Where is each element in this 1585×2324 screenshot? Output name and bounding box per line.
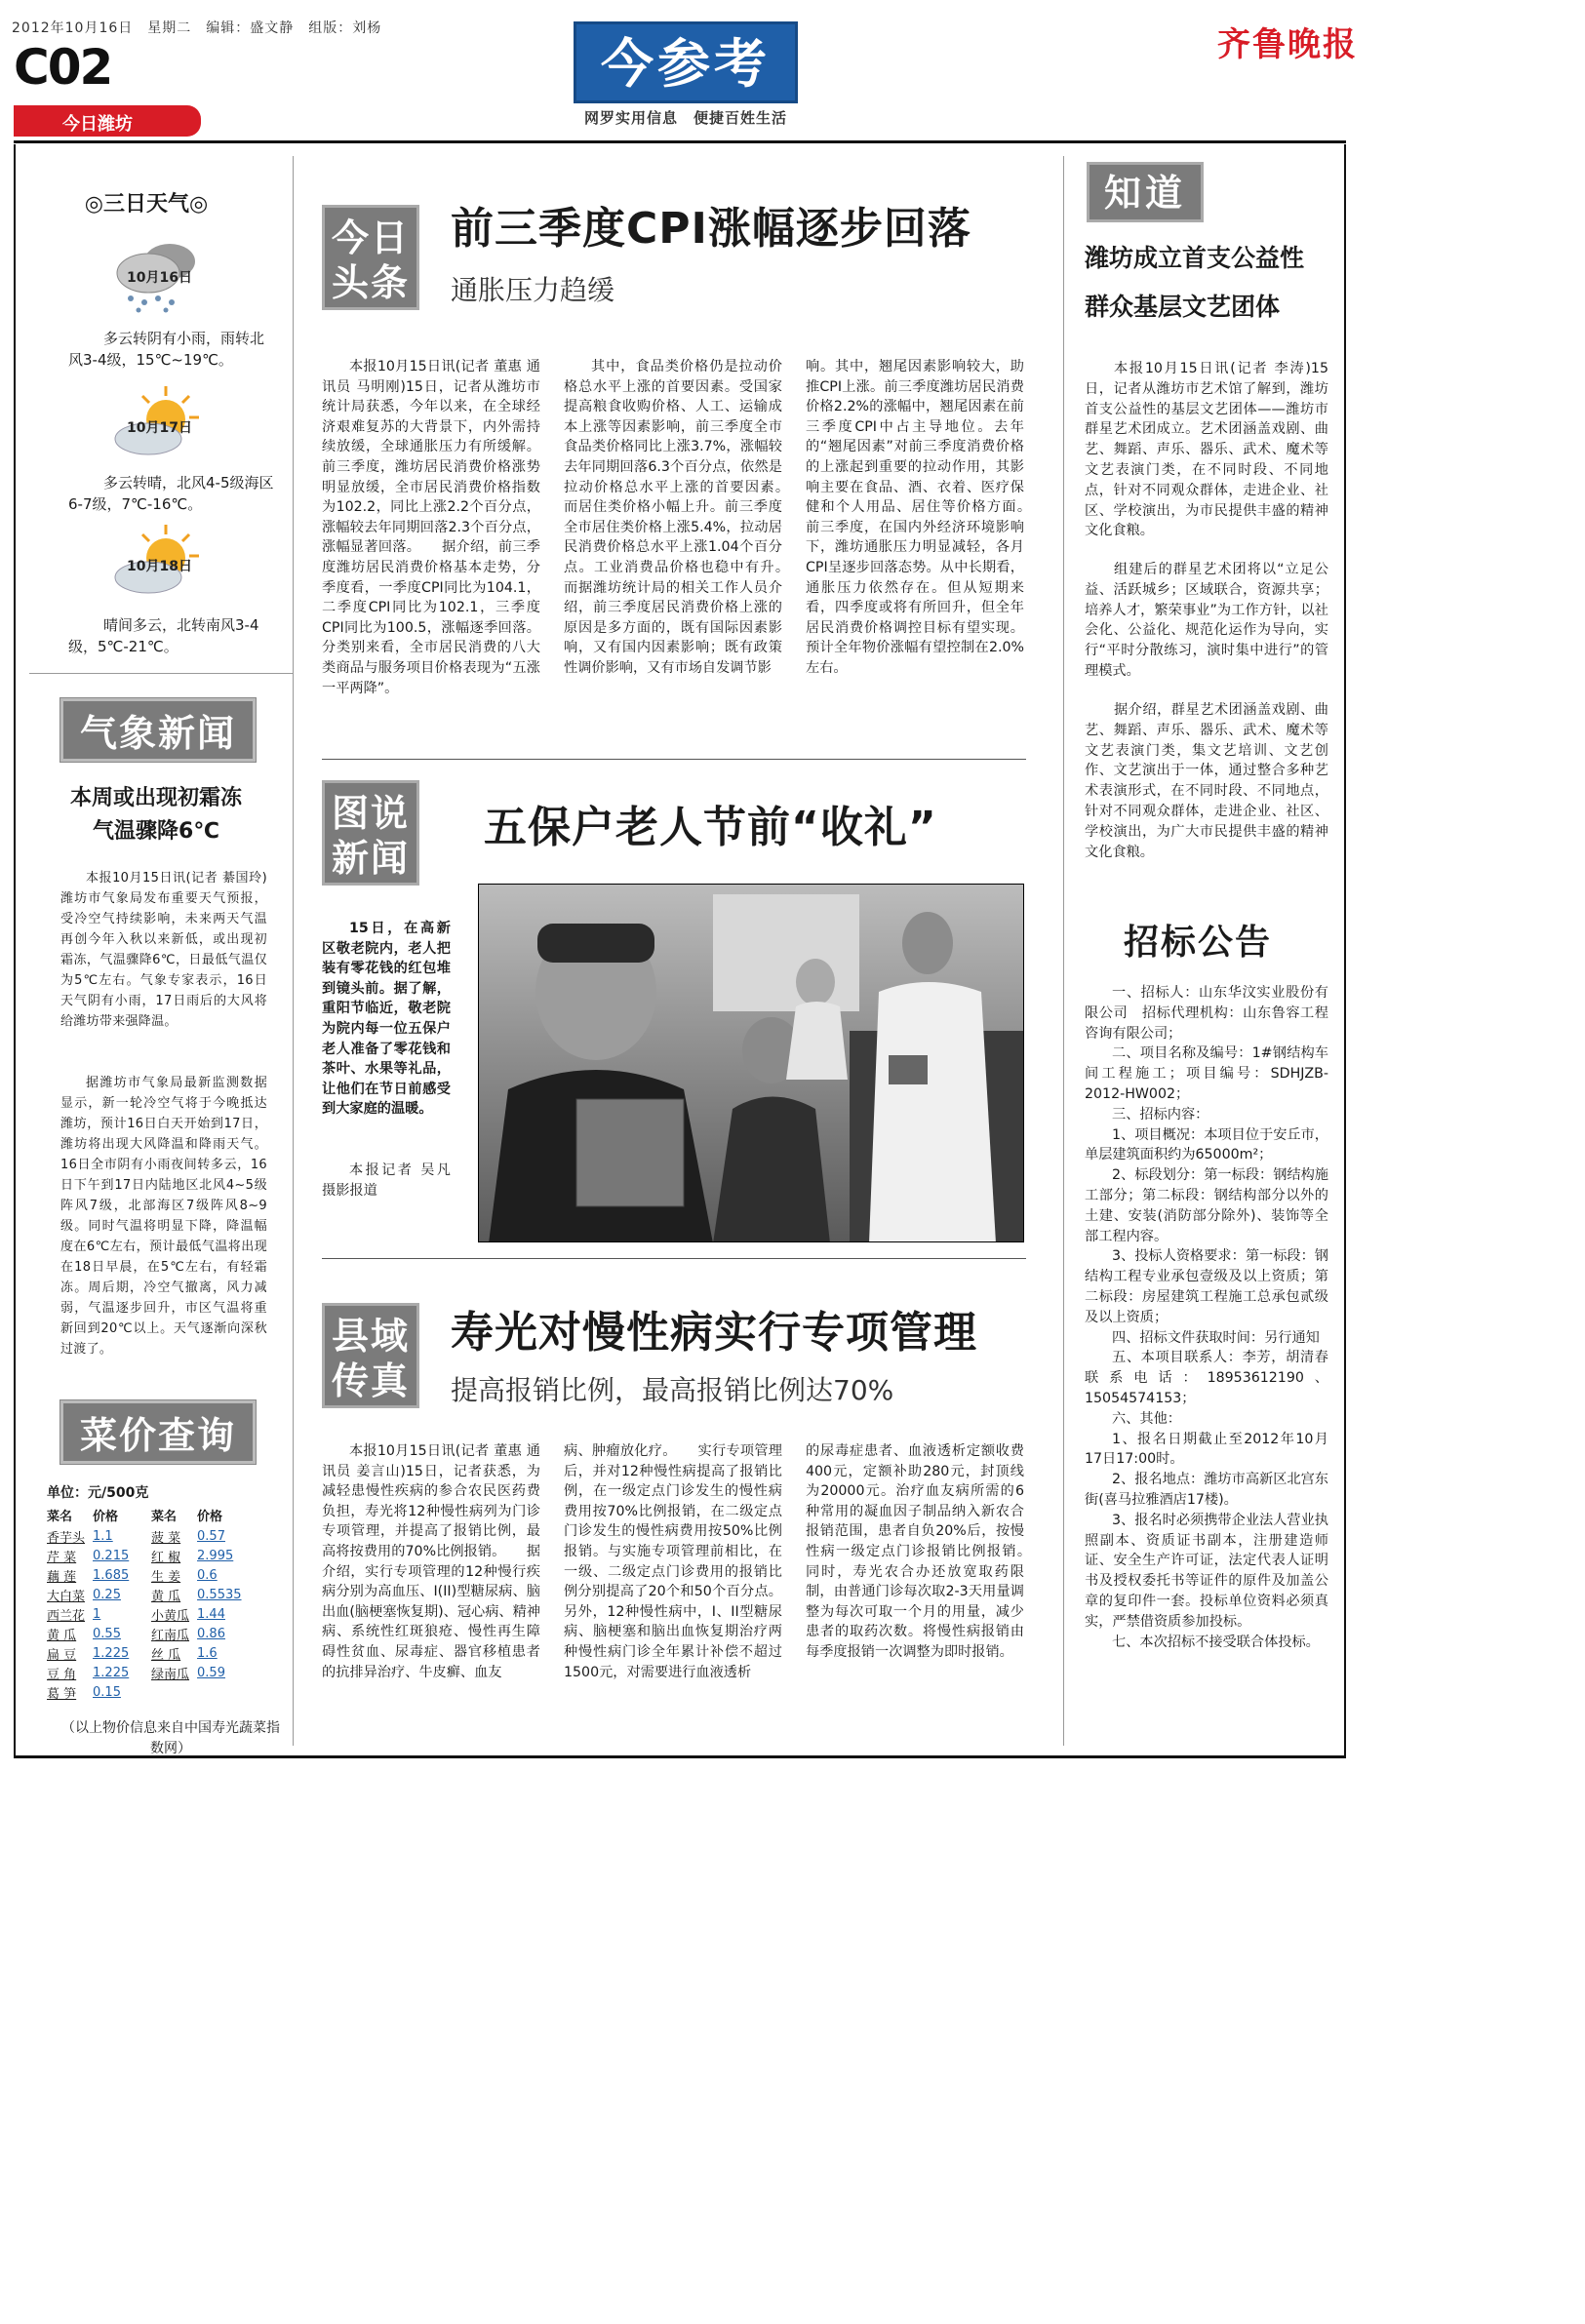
price-cell: 0.15 bbox=[93, 1684, 121, 1700]
tender-item: 二、项目名称及编号：1#钢结构车间工程施工；项目编号：SDHJZB-2012-HW002； bbox=[1085, 1045, 1328, 1102]
cpi-subhead: 通胀压力趋缓 bbox=[451, 274, 615, 306]
tender-item: 2、报名地点：潍坊市高新区北宫东街(喜马拉雅酒店17楼)。 bbox=[1085, 1472, 1328, 1508]
price-cell: 1 bbox=[93, 1606, 101, 1622]
col-header: 价格 bbox=[93, 1510, 119, 1524]
column-divider-right bbox=[1063, 156, 1064, 1746]
veg-name-cell: 小黄瓜 bbox=[151, 1608, 190, 1624]
day-forecast: 晴间多云，北转南风3-4级，5℃-21℃。 bbox=[68, 616, 259, 655]
divider bbox=[322, 759, 1026, 760]
tender-item: 1、项目概况：本项目位于安丘市，单层建筑面积约为65000m²； bbox=[1085, 1126, 1328, 1163]
weather-news-band: 气象新闻 bbox=[60, 698, 256, 762]
veg-name-cell: 红 椒 bbox=[151, 1550, 181, 1565]
price-table bbox=[45, 1506, 254, 1702]
price-cell: 1.225 bbox=[93, 1665, 130, 1680]
col-header: 菜名 bbox=[47, 1510, 73, 1524]
sun-cloud-icon bbox=[109, 523, 207, 603]
column-logo: 今参考 bbox=[574, 21, 798, 103]
veg-name-cell: 豆 角 bbox=[47, 1667, 77, 1682]
veg-name-cell: 香芋头 bbox=[47, 1530, 86, 1546]
veg-name-cell: 丝 瓜 bbox=[151, 1647, 181, 1663]
know-p2: 组建后的群星艺术团将以“立足公益、活跃城乡；区域联合，资源共享；培养人才，繁荣事业”为工作方针，以社会化、公益化、规范化运作为导向，实行“平时分散练习，演时集中进行”的管理模式。 bbox=[1085, 562, 1328, 679]
veg-name-cell: 葛 笋 bbox=[47, 1686, 77, 1702]
day-forecast: 多云转阴有小雨，雨转北风3-4级，15℃~19℃。 bbox=[68, 330, 265, 369]
column-tagline: 网罗实用信息 便捷百姓生活 bbox=[583, 109, 787, 127]
price-cell: 0.57 bbox=[197, 1528, 225, 1544]
price-cell: 0.6 bbox=[197, 1567, 218, 1583]
divider bbox=[322, 1258, 1026, 1259]
price-cell: 1.225 bbox=[93, 1645, 130, 1661]
story-tag-today bbox=[322, 205, 419, 310]
price-cell: 1.6 bbox=[197, 1645, 218, 1661]
price-cell: 0.5535 bbox=[197, 1587, 242, 1602]
veg-name-cell: 红南瓜 bbox=[151, 1628, 190, 1643]
veg-name-cell: 黄 瓜 bbox=[47, 1628, 77, 1643]
header-rule bbox=[14, 140, 1346, 143]
tender-item: 四、招标文件获取时间：另行通知 bbox=[1112, 1329, 1320, 1346]
table-row bbox=[45, 1663, 254, 1682]
table-row bbox=[45, 1526, 254, 1546]
cpi-col-1: 本报10月15日讯(记者 董惠 通讯员 马明刚)15日，记者从潍坊市统计局获悉，今年以来，在全球经济艰难复苏的大背景下，内外需持续放缓，全球通胀压力有所缓解。前三季度，潍坊居民消费价格涨势明显放缓，全市居民消费价格指数为102.2，同比上涨2.2个百分点，涨幅较去年同期回落2.3个百分点，涨幅显著回落。 据介绍，前三季度潍坊居民消费价格基本走势，分季度看，一季度CPI同比为104.1，二季度CPI同比为102.1，三季度CPI同比为100.5，涨幅逐季回落。分类别来看，全市居民消费的八大类商品与服务项目价格表现为“五涨一平两降”。 bbox=[322, 359, 540, 696]
section-label: 今日潍坊 bbox=[14, 105, 201, 137]
tag-line: 图说 bbox=[331, 791, 410, 835]
tender-title: 招标公告 bbox=[1124, 923, 1273, 963]
photo-caption: 15日，在高新区敬老院内，老人把装有零花钱的红包堆到镜头前。据了解，重阳节临近，敬老院为院内每一位五保户老人准备了零花钱和茶叶、水果等礼品，让他们在节日前感受到大家庭的温暖。 bbox=[322, 921, 451, 1118]
tender-body bbox=[1085, 983, 1343, 1652]
tender-item: 五、本项目联系人：李芳，胡清春 联系电话：18953612190、15054574153； bbox=[1085, 1350, 1343, 1406]
tender-item: 3、报名时必须携带企业法人营业执照副本、资质证书副本，注册建造师证、安全生产许可证，法定代表人证明书及授权委托书等证件的原件及加盖公章的复印件一套。投标单位资料必须真实，严禁借资质参加投标。 bbox=[1085, 1512, 1328, 1630]
tender-item: 3、投标人资格要求：第一标段：钢结构工程专业承包壹级及以上资质；第二标段：房屋建筑工程施工总承包贰级及以上资质； bbox=[1085, 1248, 1328, 1325]
frame-left bbox=[14, 144, 16, 1758]
veg-name-cell: 菠 菜 bbox=[151, 1530, 181, 1546]
tag-line: 今日 bbox=[331, 216, 410, 259]
date-line: 2012年10月16日 星期二 编辑：盛文静 组版：刘杨 bbox=[12, 20, 382, 36]
tag-line: 头条 bbox=[331, 260, 410, 304]
price-unit: 单位：元/500克 bbox=[47, 1485, 149, 1501]
story-tag-county bbox=[322, 1303, 419, 1408]
tag-line: 县域 bbox=[331, 1314, 410, 1358]
frame-right bbox=[1344, 144, 1346, 1758]
day-date: 10月17日 bbox=[127, 420, 192, 436]
veg-name-cell: 西兰花 bbox=[47, 1608, 86, 1624]
veg-name-cell: 生 姜 bbox=[151, 1569, 181, 1585]
price-cell: 0.59 bbox=[197, 1665, 225, 1680]
price-cell: 0.86 bbox=[197, 1626, 225, 1641]
table-row bbox=[45, 1604, 254, 1624]
weather-news-headline-2: 气温骤降6℃ bbox=[93, 819, 219, 844]
table-row bbox=[45, 1643, 254, 1663]
column-divider-left bbox=[293, 156, 294, 1746]
shouguang-subhead: 提高报销比例，最高报销比例达70% bbox=[451, 1374, 894, 1406]
weather-news-p2: 据潍坊市气象局最新监测数据显示，新一轮冷空气将于今晚抵达潍坊，预计16日白天开始到17日，潍坊将出现大风降温和降雨天气。16日全市阴有小雨夜间转多云，16日下午到17日内陆地区北风4~5级阵风7级，北部海区7级阵风8~9级。同时气温将明显下降，降温幅度在6℃左右，预计最低气温将出现在18日早晨，在5℃左右，有轻霜冻。周后期，冷空气撤离，风力减弱，气温逐步回升，市区气温将重新回到20℃以上。天气逐渐向深秋过渡了。 bbox=[60, 1076, 267, 1357]
know-p3: 据介绍，群星艺术团涵盖戏剧、曲艺、舞蹈、声乐、器乐、武术、魔术等文艺表演门类，集文艺培训、文艺创作、文艺演出于一体，通过整合多种艺术表演形式，在不同时段、不同地点，针对不同观众群体，走进企业、社区、学校演出，为广大市民提供丰盛的精神文化食粮。 bbox=[1085, 702, 1328, 860]
price-cell bbox=[195, 1682, 254, 1702]
price-cell: 1.685 bbox=[93, 1567, 130, 1583]
col-header: 菜名 bbox=[151, 1510, 178, 1524]
day-forecast: 多云转晴，北风4-5级海区6-7级，7℃-16℃。 bbox=[68, 474, 274, 513]
weather-news-headline-1: 本周或出现初霜冻 bbox=[69, 786, 242, 810]
weather-title: ◎三日天气◎ bbox=[84, 192, 209, 217]
table-row bbox=[45, 1585, 254, 1604]
cpi-col-3: 响。其中，翘尾因素影响较大，助推CPI上涨。前三季度潍坊居民消费价格2.2%的涨幅中，翘尾因素在前三季度CPI中占主导地位。去年的“翘尾因素”对前三季度消费价格的上涨起到重要的拉动作用，其影响主要在食品、酒、衣着、医疗保健和个人用品、居住等价格方面。 前三季度，在国内外经济环境影响下，潍坊通胀压力明显减轻，各月CPI呈逐步回落态势。从中长期看，通胀压力依然存在。但从短期来看，四季度或将有所回升，但全年居民消费价格调控目标有望实现。预计全年物价涨幅有望控制在2.0%左右。 bbox=[806, 359, 1052, 676]
cloud-rain-icon bbox=[109, 234, 207, 314]
table-row bbox=[45, 1565, 254, 1585]
table-row bbox=[45, 1682, 254, 1702]
tag-line: 新闻 bbox=[331, 836, 410, 880]
weather-news-p1: 本报10月15日讯(记者 綦国玲)潍坊市气象局发布重要天气预报，受冷空气持续影响，未来两天气温再创今年入秋以来新低，或出现初霜冻，气温骤降6℃，日最低气温仅为5℃左右。气象专家表示，16日天气阴有小雨，17日雨后的大风将给潍坊带来强降温。 bbox=[60, 871, 267, 1029]
tender-item: 七、本次招标不接受联合体投标。 bbox=[1112, 1634, 1320, 1650]
shouguang-headline: 寿光对慢性病实行专项管理 bbox=[451, 1308, 977, 1358]
price-cell: 0.55 bbox=[93, 1626, 121, 1641]
tender-item: 三、招标内容： bbox=[1112, 1106, 1209, 1123]
know-tag: 知道 bbox=[1087, 162, 1204, 222]
tender-item: 六、其他： bbox=[1112, 1410, 1181, 1427]
day-date: 10月16日 bbox=[127, 270, 192, 286]
price-cell: 0.25 bbox=[93, 1587, 121, 1602]
know-headline-1: 潍坊成立首支公益性 bbox=[1085, 244, 1305, 272]
shouguang-col-3: 的尿毒症患者、血液透析定额收费400元，定额补助280元，封顶线为20000元。治疗血友病所需的6种常用的凝血因子制品纳入新农合报销范围，患者自负20%后，按慢性病一级定点门诊报销比例报销。 同时，寿光农合办还放宽取药限制，由普通门诊每次取2-3天用量调整为每次可取一个月的用量，减少患者的取药次数。将慢性病报销由每季度报销一次调整为即时报销。 bbox=[806, 1443, 1052, 1660]
day-date: 10月18日 bbox=[127, 559, 192, 574]
sun-cloud-icon bbox=[109, 384, 207, 464]
veg-name-cell: 大白菜 bbox=[47, 1589, 86, 1604]
cpi-col-2: 其中，食品类价格仍是拉动价格总水平上涨的首要因素。受国家提高粮食收购价格、人工、运输成本上涨等因素影响，前三季度全市食品类价格同比上涨3.7%，涨幅较去年同期回落6.3个百分点，依然是拉动价格总水平上涨的首要因素。 而居住类价格小幅上升。前三季度全市居住类价格上涨5.4%，拉动居民消费价格总水平上涨1.04个百分点。工业消费品价格也稳中有升。 而据潍坊统计局的相关工作人员介绍，前三季度居民消费价格上涨的原因是多方面的，既有国际因素影响，又有国内因素影响；既有政策性调价影响，又有市场自发调节影 bbox=[564, 359, 811, 676]
tender-item: 2、标段划分：第一标段：钢结构施工部分；第二标段：钢结构部分以外的土建、安装(消防部分除外)、装饰等全部工程内容。 bbox=[1085, 1167, 1328, 1244]
page-number: C02 bbox=[14, 39, 112, 96]
price-source-note: （以上物价信息来自中国寿光蔬菜指数网） bbox=[61, 1720, 280, 1756]
divider bbox=[29, 673, 293, 674]
tender-item: 一、招标人：山东华汶实业股份有限公司 招标代理机构：山东鲁容工程咨询有限公司； bbox=[1085, 985, 1328, 1042]
veg-name-cell: 藕 莲 bbox=[47, 1569, 77, 1585]
newspaper-name: 齐鲁晚报 bbox=[1217, 25, 1358, 64]
price-cell: 1.44 bbox=[197, 1606, 225, 1622]
shouguang-col-1: 本报10月15日讯(记者 董惠 通讯员 姜言山)15日，记者获悉，为减轻患慢性疾病的参合农民医药费负担，寿光将12种慢性病列为门诊专项管理，并提高了报销比例，最高将按费用的70%比例报销。 据介绍，实行专项管理的12种慢行疾病分别为高血压、I(II)型糖尿病、脑出血(脑梗塞恢复期)、冠心病、精神病、系统性红斑狼疮、慢性再生障碍性贫血、尿毒症、器官移植患者的抗排异治疗、牛皮癣、血友 bbox=[322, 1443, 540, 1680]
photo-credit: 本报记者 吴凡 摄影报道 bbox=[322, 1162, 451, 1199]
tag-line: 传真 bbox=[331, 1359, 410, 1402]
price-cell: 0.215 bbox=[93, 1548, 130, 1563]
price-band: 菜价查询 bbox=[60, 1400, 256, 1464]
cpi-headline: 前三季度CPI涨幅逐步回落 bbox=[451, 204, 971, 254]
veg-name-cell: 黄 瓜 bbox=[151, 1589, 181, 1604]
news-photo bbox=[478, 884, 1024, 1242]
know-p1: 本报10月15日讯(记者 李涛)15日，记者从潍坊市艺术馆了解到，潍坊首支公益性的基层文艺团体——潍坊市群星艺术团成立。艺术团涵盖戏剧、曲艺、舞蹈、声乐、器乐、武术、魔术等文艺表演门类，在不同时段、不同地点，针对不同观众群体，走进企业、社区、学校演出，为市民提供丰盛的精神文化食粮。 bbox=[1085, 361, 1328, 539]
col-header: 价格 bbox=[197, 1510, 223, 1524]
table-row bbox=[45, 1624, 254, 1643]
veg-name-cell: 扁 豆 bbox=[47, 1647, 77, 1663]
price-cell: 1.1 bbox=[93, 1528, 113, 1544]
tender-item: 1、报名日期截止至2012年10月17日17:00时。 bbox=[1085, 1431, 1328, 1468]
veg-name-cell: 芹 菜 bbox=[47, 1550, 77, 1565]
veg-name-cell bbox=[149, 1682, 195, 1702]
veg-name-cell: 绿南瓜 bbox=[151, 1667, 190, 1682]
price-cell: 2.995 bbox=[197, 1548, 234, 1563]
story-tag-photo bbox=[322, 780, 419, 886]
know-headline-2: 群众基层文艺团体 bbox=[1085, 293, 1281, 321]
table-row bbox=[45, 1546, 254, 1565]
shouguang-col-2: 病、肿瘤放化疗。 实行专项管理后，并对12种慢性病提高了报销比例，在一级定点门诊发生的慢性病费用按70%比例报销，在二级定点门诊发生的慢性病费用按50%比例报销。与实施专项管理前相比，在一级、二级定点门诊费用的报销比例分别提高了20个和50个百分点。另外，12种慢性病中，I、II型糖尿病、脑梗塞和脑出血恢复期治疗两种慢性病门诊全年累计补偿不超过1500元，对需要进行血液透析 bbox=[564, 1443, 782, 1680]
elderly-headline: 五保户老人节前“收礼” bbox=[484, 803, 937, 852]
